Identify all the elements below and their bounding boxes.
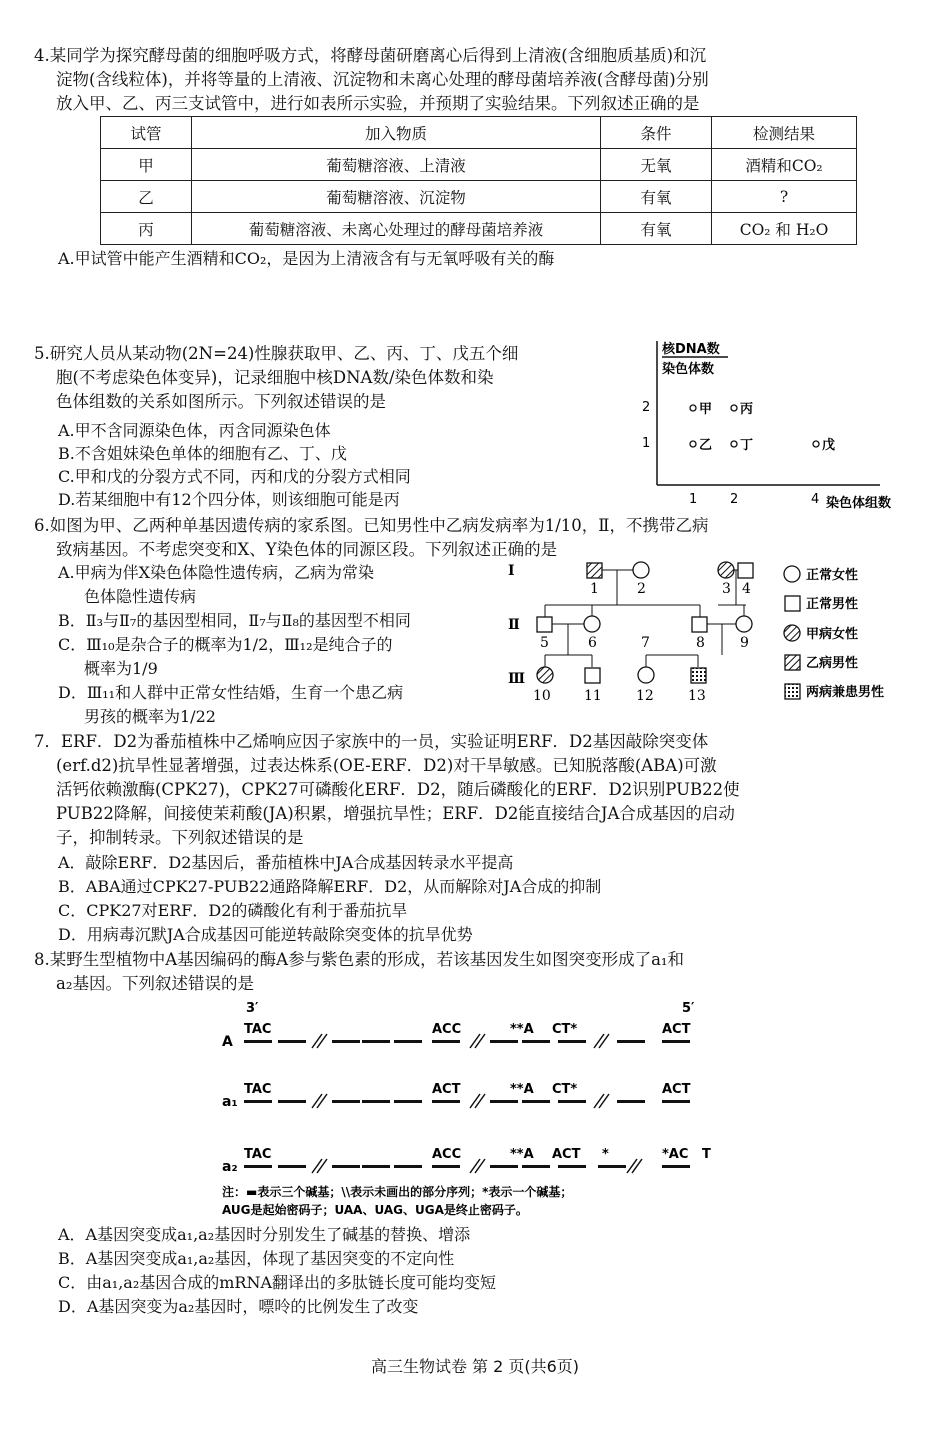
q8-stem-line-2: a₂基因。下列叙述错误的是 <box>56 974 254 993</box>
table-cell: 丙 <box>101 213 192 245</box>
triplet-bar <box>278 1165 306 1168</box>
table-cell: 葡萄糖溶液、沉淀物 <box>192 181 601 213</box>
table-cell: 酒精和CO₂ <box>712 149 857 181</box>
q5-option-c: C.甲和戊的分裂方式不同，丙和戊的分裂方式相同 <box>58 467 411 486</box>
table-header: 试管 <box>101 117 192 149</box>
individual-13-male-both-diseases <box>691 668 706 683</box>
data-point-label: 甲 <box>699 402 713 417</box>
triplet-bar <box>394 1100 422 1103</box>
q7-stem-line-1: 7．ERF．D2为番茄植株中乙烯响应因子家族中的一员，实验证明ERF．D2基因敲除突变体 <box>34 732 709 751</box>
sequence-text: **A <box>510 1022 534 1037</box>
individual-number: 6 <box>588 635 597 651</box>
table-header: 加入物质 <box>192 117 601 149</box>
q5-option-d: D.若某细胞中有12个四分体，则该细胞可能是丙 <box>58 490 400 509</box>
q8-option-d: D．A基因突变为a₂基因时，嘌呤的比例发生了改变 <box>58 1297 419 1316</box>
sequence-text: *AC <box>662 1147 689 1162</box>
legend-symbol-disease-b-male <box>785 655 800 670</box>
data-point <box>813 441 819 447</box>
table-row <box>101 181 857 213</box>
triplet-bar <box>558 1040 586 1043</box>
sequence-text: TAC <box>244 1022 272 1037</box>
individual-number: 8 <box>696 635 705 651</box>
q6-pedigree <box>500 555 920 715</box>
data-point-label: 戊 <box>822 438 836 453</box>
legend-label: 甲病女性 <box>806 627 859 642</box>
triplet-bar <box>662 1040 690 1043</box>
x-tick-label: 4 <box>811 492 820 507</box>
triplet-bar <box>662 1100 690 1103</box>
q7-stem-line-2: (erf.d2)抗旱性显著增强，过表达株系(OE-ERF．D2)对干旱敏感。已知脱落酸(ABA)可激 <box>56 756 717 775</box>
data-point <box>731 405 737 411</box>
individual-3-female-disease-a <box>718 562 734 578</box>
individual-5-male-normal <box>537 617 552 632</box>
table-cell: 有氧 <box>601 213 712 245</box>
q8-figure <box>222 996 722 1221</box>
individual-number: 9 <box>740 635 749 651</box>
omitted-sequence-mark <box>470 1034 485 1048</box>
generation-label: Ⅰ <box>508 563 515 579</box>
q6-stem-line-1: 6.如图为甲、乙两种单基因遗传病的家系图。已知男性中乙病发病率为1/10，Ⅱ，不携带乙病 <box>34 516 709 535</box>
table-cell: CO₂ 和 H₂O <box>712 213 857 245</box>
table-cell: 葡萄糖溶液、上清液 <box>192 149 601 181</box>
triplet-bar <box>432 1165 460 1168</box>
omitted-sequence-mark <box>594 1034 609 1048</box>
q8-option-b: B．A基因突变成a₁,a₂基因，体现了基因突变的不定向性 <box>58 1249 455 1268</box>
chart-ylabel-top: 核DNA数 <box>662 342 720 357</box>
figure-note-2: AUG是起始密码子；UAA、UAG、UGA是终止密码子。 <box>222 1203 528 1217</box>
sequence-text: ACT <box>662 1022 691 1037</box>
q5-stem-line-2: 胞(不考虑染色体变异)，记录细胞中核DNA数/染色体数和染 <box>56 368 494 387</box>
sequence-text: TAC <box>244 1147 272 1162</box>
q4-stem-line-2: 淀物(含线粒体)，并将等量的上清液、沉淀物和未离心处理的酵母菌培养液(含酵母菌)分别 <box>56 70 709 89</box>
q7-option-d: D．用病毒沉默JA合成基因可能逆转敲除突变体的抗旱优势 <box>58 925 473 944</box>
table-header-row <box>101 117 857 149</box>
q6-option-d-cont: 男孩的概率为1/22 <box>84 707 216 726</box>
q5-stem-line-3: 色体组数的关系如图所示。下列叙述错误的是 <box>56 392 386 411</box>
table-cell: 乙 <box>101 181 192 213</box>
generation-label: Ⅱ <box>508 617 520 633</box>
table-row <box>101 149 857 181</box>
sequence-text: ACT <box>432 1082 461 1097</box>
individual-7-male-normal <box>692 617 707 632</box>
sequence-text: ACT <box>552 1147 581 1162</box>
legend-label: 两病兼患男性 <box>806 685 885 700</box>
q5-option-a: A.甲不含同源染色体，丙含同源染色体 <box>58 421 331 440</box>
omitted-sequence-mark <box>627 1159 642 1173</box>
allele-label: a₁ <box>222 1094 238 1110</box>
triplet-bar <box>332 1165 360 1168</box>
individual-10-female-disease-a <box>537 667 553 683</box>
chart-xlabel: 染色体组数 <box>826 496 892 511</box>
table-row <box>101 213 857 245</box>
triplet-bar <box>432 1100 460 1103</box>
triplet-bar <box>617 1100 645 1103</box>
individual-number: 1 <box>590 581 599 597</box>
individual-12-female-normal <box>638 667 654 683</box>
figure-note-1: 注：▬表示三个碱基；\\表示未画出的部分序列；*表示一个碱基； <box>222 1185 573 1199</box>
triplet-bar <box>362 1040 390 1043</box>
sequence-text: **A <box>510 1082 534 1097</box>
triplet-bar <box>558 1165 586 1168</box>
page-footer: 高三生物试卷 第 2 页(共6页) <box>370 1357 580 1376</box>
data-point-label: 丁 <box>740 438 754 453</box>
individual-11-male-normal <box>585 668 600 683</box>
table-cell: 葡萄糖溶液、未离心处理过的酵母菌培养液 <box>192 213 601 245</box>
individual-4-male-normal <box>738 563 753 578</box>
q6-option-a: A.甲病为伴X染色体隐性遗传病，乙病为常染 <box>58 563 375 582</box>
allele-label: A <box>222 1034 233 1050</box>
individual-number: 2 <box>637 581 646 597</box>
omitted-sequence-mark <box>594 1094 609 1108</box>
q5-option-b: B.不含姐妹染色单体的细胞有乙、丁、戊 <box>58 444 347 463</box>
table-cell: ? <box>712 181 857 213</box>
omitted-sequence-mark <box>470 1159 485 1173</box>
x-tick-label: 1 <box>689 492 698 507</box>
table-header: 检测结果 <box>712 117 857 149</box>
q7-stem-line-5: 子，抑制转录。下列叙述错误的是 <box>56 828 304 847</box>
y-tick-label: 2 <box>642 400 651 415</box>
individual-number: 3 <box>722 581 731 597</box>
individual-number: 12 <box>636 688 654 704</box>
individual-number: 13 <box>688 688 706 704</box>
triplet-bar <box>394 1165 422 1168</box>
legend-symbol-normal-female <box>784 566 800 582</box>
triplet-bar <box>278 1040 306 1043</box>
triplet-bar <box>522 1100 550 1103</box>
descent-line <box>646 624 722 667</box>
q5-stem-line-1: 5.研究人员从某动物(2N=24)性腺获取甲、乙、丙、丁、戊五个细 <box>34 344 519 363</box>
individual-number: 5 <box>540 635 549 651</box>
q8-option-c: C．由a₁,a₂基因合成的mRNA翻译出的多肽链长度可能均变短 <box>58 1273 497 1292</box>
triplet-bar <box>490 1100 518 1103</box>
triplet-bar <box>244 1165 272 1168</box>
sequence-text: CT* <box>552 1022 578 1037</box>
table-cell: 甲 <box>101 149 192 181</box>
sequence-text: TAC <box>244 1082 272 1097</box>
triplet-bar <box>244 1040 272 1043</box>
individual-2-female-normal <box>633 562 649 578</box>
data-point-label: 丙 <box>740 402 754 417</box>
q6-option-c-cont: 概率为1/9 <box>84 659 158 678</box>
q4-table <box>100 116 857 245</box>
sequence-text: T <box>702 1147 711 1162</box>
q6-stem-line-2: 致病基因。不考虑突变和X、Y染色体的同源区段。下列叙述正确的是 <box>56 540 558 559</box>
table-cell: 有氧 <box>601 181 712 213</box>
chart-ylabel-bottom: 染色体数 <box>662 362 715 377</box>
omitted-sequence-mark <box>470 1094 485 1108</box>
triplet-bar <box>662 1165 690 1168</box>
end-3-prime: 3′ <box>246 1001 259 1016</box>
q6-option-b: B．Ⅱ₃与Ⅱ₇的基因型相同，Ⅱ₇与Ⅱ₈的基因型不相同 <box>58 611 411 630</box>
generation-label: Ⅲ <box>508 671 526 687</box>
q6-option-d: D．Ⅲ₁₁和人群中正常女性结婚，生育一个患乙病 <box>58 683 404 702</box>
sequence-text: CT* <box>552 1082 578 1097</box>
legend-symbol-both-male <box>785 684 800 699</box>
legend-label: 正常女性 <box>806 568 859 583</box>
q4-stem-line-3: 放入甲、乙、丙三支试管中，进行如表所示实验，并预期了实验结果。下列叙述正确的是 <box>56 94 700 113</box>
legend-symbol-normal-male <box>785 596 800 611</box>
q5-chart <box>640 333 920 523</box>
individual-1-male-disease-b <box>587 563 602 578</box>
q7-option-b: B．ABA通过CPK27-PUB22通路降解ERF．D2，从而解除对JA合成的抑制 <box>58 877 602 896</box>
omitted-sequence-mark <box>312 1034 327 1048</box>
triplet-bar <box>278 1100 306 1103</box>
sequence-text: ACT <box>662 1082 691 1097</box>
triplet-bar <box>244 1100 272 1103</box>
table-cell: 无氧 <box>601 149 712 181</box>
q4-option-a: A.甲试管中能产生酒精和CO₂，是因为上清液含有与无氧呼吸有关的酶 <box>58 249 555 268</box>
individual-8-female-normal <box>736 616 752 632</box>
q7-option-c: C．CPK27对ERF．D2的磷酸化有利于番茄抗旱 <box>58 901 408 920</box>
triplet-bar <box>490 1040 518 1043</box>
q8-stem-line-1: 8.某野生型植物中A基因编码的酶A参与紫色素的形成，若该基因发生如图突变形成了a₁和 <box>34 950 685 969</box>
triplet-bar <box>332 1040 360 1043</box>
y-tick-label: 1 <box>642 436 651 451</box>
data-point <box>690 405 696 411</box>
sequence-text: ACC <box>432 1022 462 1037</box>
q7-stem-line-3: 活钙依赖激酶(CPK27)，CPK27可磷酸化ERF．D2，随后磷酸化的ERF．D2识别PUB22使 <box>56 780 740 799</box>
q8-option-a: A．A基因突变成a₁,a₂基因时分别发生了碱基的替换、增添 <box>58 1225 471 1244</box>
triplet-bar <box>522 1040 550 1043</box>
triplet-bar <box>362 1165 390 1168</box>
legend-label: 正常男性 <box>806 597 859 612</box>
omitted-sequence-mark <box>312 1159 327 1173</box>
triplet-bar <box>362 1100 390 1103</box>
x-tick-label: 2 <box>730 492 739 507</box>
triplet-bar <box>490 1165 518 1168</box>
triplet-bar <box>617 1040 645 1043</box>
triplet-bar <box>394 1040 422 1043</box>
q7-stem-line-4: PUB22降解，间接使茉莉酸(JA)积累，增强抗旱性；ERF．D2能直接结合JA合成基因的启动 <box>56 804 735 823</box>
table-header: 条件 <box>601 117 712 149</box>
individual-number: 11 <box>584 688 602 704</box>
data-point <box>731 441 737 447</box>
triplet-bar <box>522 1165 550 1168</box>
omitted-sequence-mark <box>312 1094 327 1108</box>
allele-label: a₂ <box>222 1159 238 1175</box>
data-point-label: 乙 <box>699 438 713 453</box>
legend-label: 乙病男性 <box>806 656 859 671</box>
descent-line <box>545 570 700 617</box>
chart-points <box>690 402 835 453</box>
individual-number: 4 <box>742 581 751 597</box>
end-5-prime: 5′ <box>682 1001 695 1016</box>
q4-stem-line-1: 4.某同学为探究酵母菌的细胞呼吸方式，将酵母菌研磨离心后得到上清液(含细胞质基质)和沉 <box>34 46 707 65</box>
triplet-bar <box>598 1165 626 1168</box>
legend-symbol-disease-a-female <box>784 625 800 641</box>
q6-option-c: C．Ⅲ₁₀是杂合子的概率为1/2，Ⅲ₁₂是纯合子的 <box>58 635 393 654</box>
individual-number: 10 <box>533 688 551 704</box>
triplet-bar <box>332 1100 360 1103</box>
sequence-rows <box>222 1022 711 1175</box>
triplet-bar <box>432 1040 460 1043</box>
q7-option-a: A．敲除ERF．D2基因后，番茄植株中JA合成基因转录水平提高 <box>58 853 514 872</box>
individual-6-female-normal <box>584 616 600 632</box>
triplet-bar <box>558 1100 586 1103</box>
sequence-text: **A <box>510 1147 534 1162</box>
data-point <box>690 441 696 447</box>
q6-option-a-cont: 色体隐性遗传病 <box>84 587 197 606</box>
sequence-text: * <box>602 1147 609 1162</box>
sequence-text: ACC <box>432 1147 462 1162</box>
individual-number: 7 <box>641 635 650 651</box>
